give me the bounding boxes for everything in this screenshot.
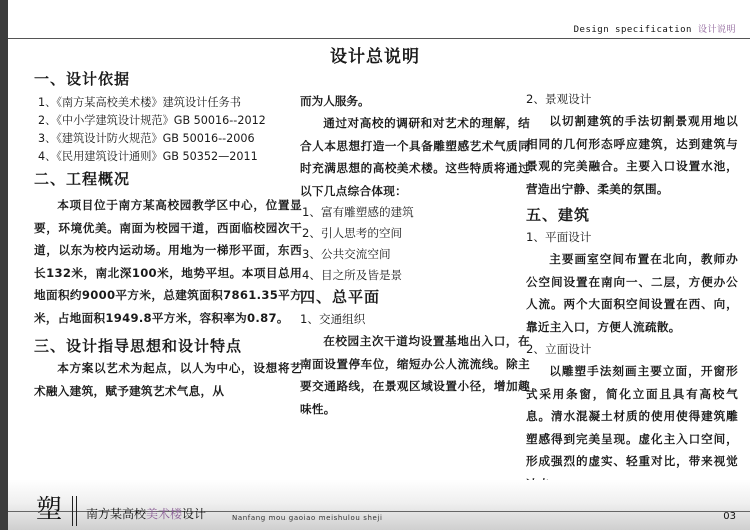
basis-item: 1、《南方某高校美术楼》建筑设计任务书 (38, 96, 241, 109)
column-middle (300, 90, 530, 420)
feature-item: 4、目之所及皆是景 (302, 268, 403, 282)
footer-name-part: 设计 (182, 507, 207, 521)
column-left (34, 66, 302, 402)
project-overview-text: 本项目位于南方某高校园教学区中心，位置显要，环境优美。南面为校园干道，西面临校园次干道，以东为校内运动场。用地为一梯形平面，东西长132米，南北深100米，地势平坦。本项目总用地面积约9000平方米，总建筑面积7861.35平方米，占地面积1949.8平方米，容积率为0.87。 (34, 198, 302, 325)
footer-project-name (86, 505, 206, 522)
basis-item: 3、《建筑设计防火规范》GB 50016--2006 (38, 132, 255, 145)
footer-logo-character: 塑 (36, 495, 63, 525)
column-right (526, 88, 738, 495)
design-idea-text-part3: 通过对高校的调研和对艺术的理解，结合人本思想打造一个具备雕塑感艺术气质同时充满思想的高校美术楼。这些特质将通过以下几点综合体现： (300, 116, 530, 198)
page-number: 03 (723, 511, 736, 522)
plan-text: 主要画室空间布置在北向，教师办公空间设置在南向一、二层，方便办公人流。两个大面积空间设置在西、向，靠近主入口，方便人流疏散。 (526, 252, 738, 334)
footer-name-part: 南方某高校 (86, 507, 147, 521)
page-footer (8, 480, 750, 530)
header-chinese: 设计说明 (697, 25, 736, 35)
header-rule (8, 38, 750, 39)
footer-pinyin: Nanfang mou gaoiao meishulou sheji (232, 514, 383, 522)
header-label (574, 22, 736, 35)
left-frame-bar (0, 0, 8, 530)
design-features-list (300, 202, 530, 286)
section-2-heading: 二、工程概况 (34, 170, 131, 188)
section-1-heading: 一、设计依据 (34, 70, 131, 88)
basis-item: 4、《民用建筑设计通则》GB 50352—2011 (38, 150, 258, 163)
feature-item: 1、富有雕塑感的建筑 (302, 205, 414, 219)
footer-name-accent: 美术楼 (146, 507, 183, 521)
design-idea-text-part2: 而为人服务。 (300, 94, 370, 108)
plan-subheading: 1、平面设计 (526, 230, 592, 244)
section-3-heading: 三、设计指导思想和设计特点 (34, 337, 243, 355)
header-english: Design specification (573, 25, 692, 35)
page-title: 设计总说明 (330, 47, 420, 67)
footer-divider (72, 496, 73, 526)
traffic-subheading: 1、交通组织 (300, 312, 366, 326)
landscape-text: 以切割建筑的手法切割景观用地以相同的几何形态呼应建筑，达到建筑与景观的完美融合。主要入口设置水池，营造出宁静、柔美的氛围。 (526, 114, 738, 196)
section-4-heading: 四、总平面 (300, 288, 381, 306)
basis-item: 2、《中小学建筑设计规范》GB 50016--2012 (38, 114, 266, 127)
feature-item: 3、公共交流空间 (302, 247, 391, 261)
feature-item: 2、引人思考的空间 (302, 226, 403, 240)
design-idea-text-part1: 本方案以艺术为起点，以人为中心，设想将艺术融入建筑，赋予建筑艺术气息，从 (34, 361, 302, 398)
elevation-text: 以雕塑手法刻画主要立面，开窗形式采用条窗，简化立面且具有高校气息。清水混凝土材质的使用使得建筑雕塑感得到完美呈现。虚化主入口空间，形成强烈的虚实、轻重对比，带来视觉 (526, 364, 738, 468)
design-basis-list (34, 94, 302, 166)
elevation-subheading: 2、立面设计 (526, 342, 592, 356)
landscape-subheading: 2、景观设计 (526, 92, 592, 106)
footer-divider (76, 496, 77, 526)
section-5-heading: 五、建筑 (526, 206, 591, 224)
traffic-text: 在校园主次干道均设置基地出入口，在南面设置停车位，缩短办公人流流线。除主要交通路线，在景观区域设置小径，增加趣味性。 (300, 334, 530, 416)
